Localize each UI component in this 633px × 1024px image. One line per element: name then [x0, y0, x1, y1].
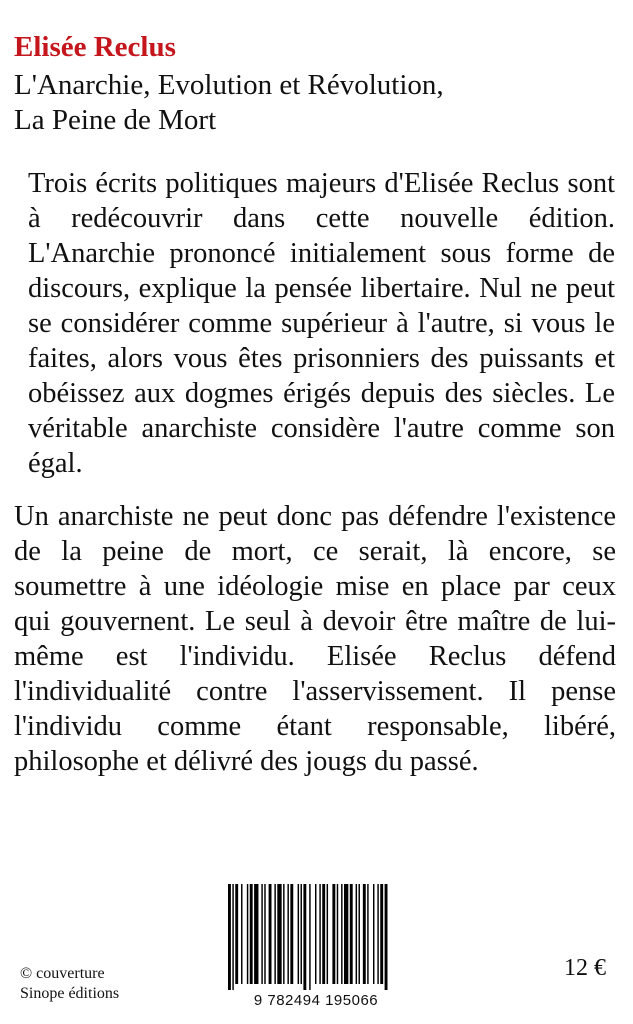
- barcode-bar: [274, 884, 275, 984]
- barcode-bar: [287, 884, 288, 984]
- barcode-bar: [341, 884, 342, 984]
- blurb-paragraph-1: Trois écrits politiques majeurs d'Elisée Reclus sont à redécouvrir dans cette nouvelle édition. L'Anarchie prononcé initialement sous forme de discours, explique la pensée libertaire. Nul ne peut se considérer comme supérieur à l'autre, si vous le faites, alors vous êtes prisonniers des puissants et obéissez aux dogmes érigés depuis des siècles. Le véritable anarchiste considère l'autre comme son égal.: [28, 168, 615, 479]
- barcode-bar: [344, 884, 348, 984]
- barcode-bar: [254, 884, 258, 984]
- blurb-paragraph-2: Un anarchiste ne peut donc pas défendre l'existence de la peine de mort, ce serait, là encore, se soumettre à une idéologie mise en place par ceux qui gouvernent. Le seul à devoir être maître de lui-même est l'individu. Elisée Reclus défend l'individualité contre l'asservissement. Il pense l'individu comme étant responsable, libéré, philosophe et délivré des jougs du passé.: [14, 501, 616, 777]
- barcode-bar: [309, 884, 310, 990]
- barcode-bar: [363, 884, 366, 984]
- barcode-bar: [385, 884, 388, 990]
- book-title-line-1: L'Anarchie, Evolution et Révolution,: [14, 69, 444, 101]
- barcode-bar: [298, 884, 299, 984]
- barcode-bar: [250, 884, 253, 984]
- barcode-bar: [269, 884, 272, 984]
- barcode-bar: [301, 884, 302, 984]
- barcode-bar: [247, 884, 248, 984]
- barcode-bar: [380, 884, 383, 984]
- price-label: 12 €: [564, 955, 606, 981]
- barcode-bar: [303, 884, 306, 990]
- cover-credit-line-1: © couverture: [20, 965, 105, 982]
- isbn-barcode: [222, 884, 410, 1012]
- barcode-bar: [232, 884, 233, 990]
- author-name: Elisée Reclus: [14, 31, 176, 63]
- barcode-bar: [337, 884, 338, 984]
- barcode-bar: [228, 884, 231, 990]
- barcode-bar: [241, 884, 242, 984]
- barcode-bar: [367, 884, 368, 984]
- book-title-line-2: La Peine de Mort: [14, 104, 217, 136]
- barcode-bar: [322, 884, 325, 984]
- barcode-bar: [377, 884, 378, 984]
- barcode-bar: [319, 884, 320, 984]
- barcode-bar: [315, 884, 316, 984]
- barcode-bar: [327, 884, 328, 984]
- barcode-bar: [290, 884, 293, 984]
- barcode-bar: [277, 884, 281, 984]
- cover-credit-publisher: Sinope éditions: [20, 985, 120, 1002]
- barcode-bar: [359, 884, 360, 984]
- barcode-bar: [264, 884, 265, 984]
- barcode-bar: [332, 884, 335, 984]
- barcode-bar: [235, 884, 238, 984]
- barcode-bar: [373, 884, 374, 984]
- barcode-bars: [222, 884, 410, 990]
- isbn-number: 9 782494 195066: [253, 992, 379, 1009]
- barcode-bar: [350, 884, 353, 984]
- barcode-bar: [283, 884, 284, 984]
- barcode-bar: [356, 884, 357, 984]
- barcode-bar: [261, 884, 262, 984]
